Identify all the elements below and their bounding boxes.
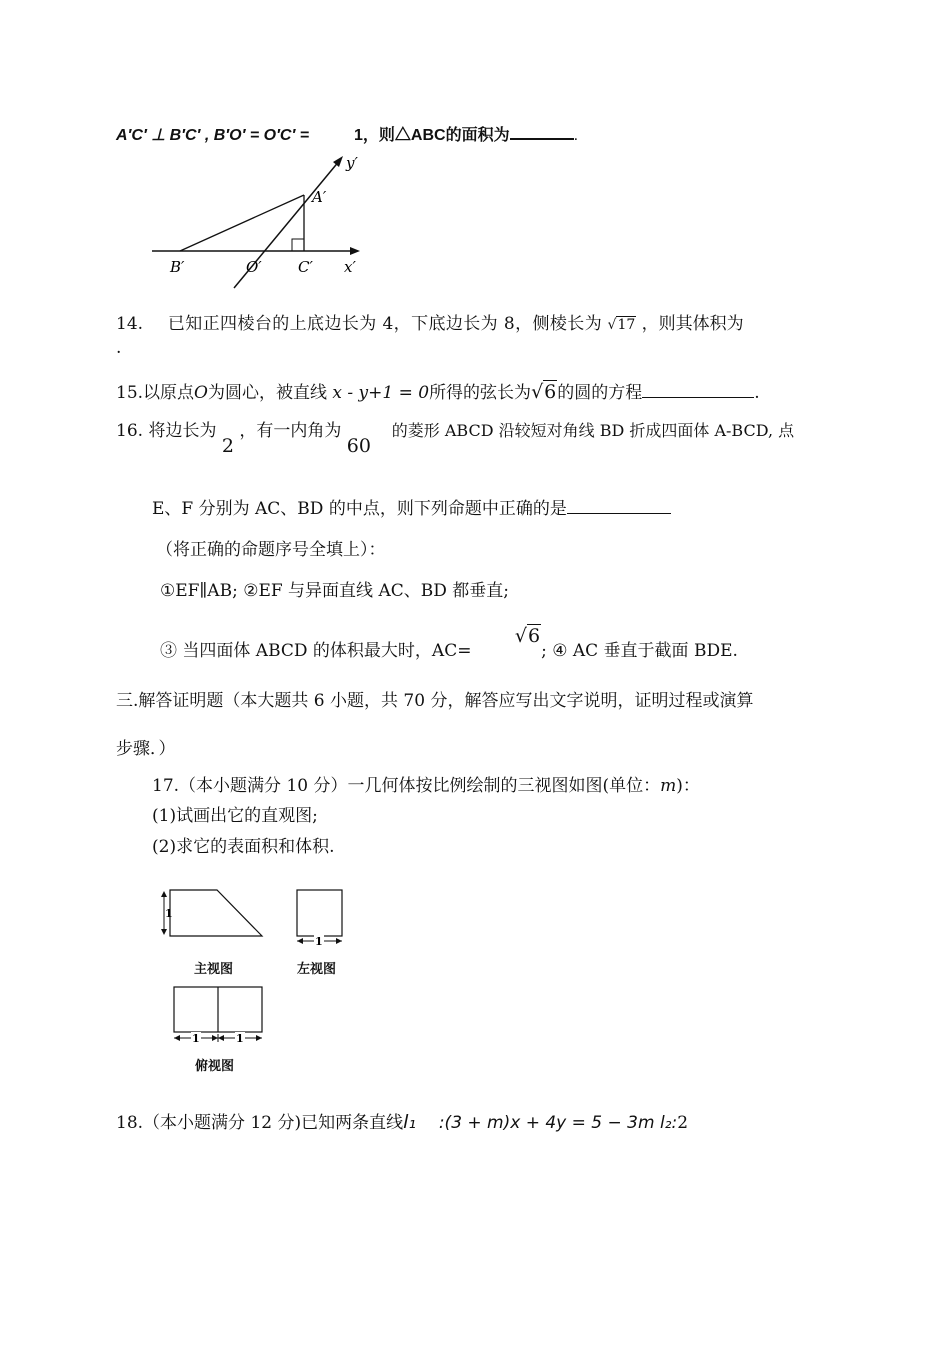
front-dim-label: 1 (165, 907, 173, 920)
section3-line2: 步骤．） (116, 739, 176, 759)
side-view-caption: 左视图 (297, 962, 337, 977)
top-view-figure (170, 984, 270, 1048)
q14-text-end: ，则其体积为 (641, 314, 744, 334)
q14-number: 14. (116, 314, 144, 334)
q13-value: 1，则△ABC的面积为 (354, 127, 510, 144)
q16-number: 16. (116, 421, 144, 441)
q16-option3: ③ 当四面体 ABCD 的体积最大时，AC= (160, 641, 472, 661)
q16-text3: 的菱形 ABCD 沿较短对角线 BD 折成四面体 A-BCD, 点 (391, 421, 795, 440)
b-prime-label: B′ (170, 258, 185, 276)
q16-side-length: 2 (221, 435, 234, 457)
top-dim-label-right: 1 (236, 1032, 244, 1045)
q16-line2 (152, 494, 671, 519)
q13-line (116, 122, 578, 145)
q14-line (116, 309, 744, 334)
q13-end: . (573, 127, 579, 144)
q14-sqrt: √17 (607, 317, 636, 333)
segment-b-a (180, 195, 304, 251)
q18-line (116, 1108, 688, 1133)
top-dim-label-left: 1 (192, 1032, 200, 1045)
q15-text4: 的圆的方程 (557, 383, 643, 403)
side-dim-arrow-right (336, 938, 342, 944)
side-dim-label: 1 (315, 935, 323, 948)
q16-options-3-4 (160, 625, 738, 661)
q18-l2: l₂: (659, 1113, 678, 1133)
top-dim-arrow-3 (218, 1035, 224, 1041)
section3-line1: 三.解答证明题（本大题共 6 小题，共 70 分，解答应写出文字说明，证明过程或演算 (116, 691, 754, 711)
y-prime-label: y′ (346, 154, 358, 172)
q16-line1 (116, 416, 795, 457)
q17-part1: (1)试画出它的直观图; (152, 806, 318, 826)
q13-condition: A′C′ ⊥ B′C′ , B′O′ = O′C′ = (116, 127, 310, 144)
q15-line (116, 378, 760, 403)
a-prime-label: A′ (312, 188, 327, 206)
q15-answer-blank[interactable] (642, 381, 754, 398)
q17-unit: m (660, 776, 677, 796)
q17-line1 (152, 771, 700, 796)
q16-text1: 将边长为 (148, 421, 217, 441)
q15-sqrt: √6 (531, 381, 557, 403)
q15-text3: 所得的弦长为 (429, 383, 532, 403)
x-prime-label: x′ (344, 258, 356, 276)
top-dim-arrow-4 (256, 1035, 262, 1041)
q15-radicand: 6 (544, 381, 557, 403)
q16-radicand: 6 (527, 625, 541, 647)
top-dim-arrow-2 (212, 1035, 218, 1041)
q15-text1: 15.以原点 (116, 383, 195, 403)
q16-text2: ，有一内角为 (239, 421, 342, 441)
q18-l1: l₁ (403, 1111, 417, 1133)
side-dim-arrow-left (297, 938, 303, 944)
q16-sqrt: √6 (514, 625, 541, 647)
c-prime-label: C′ (298, 258, 313, 276)
q13-answer-blank[interactable] (510, 122, 574, 140)
q14-text: 已知正四棱台的上底边长为 4，下底边长为 8，侧棱长为 (167, 314, 603, 334)
q15-line-equation: x - y+1 = 0 (332, 383, 430, 403)
q15-end: . (754, 383, 760, 403)
q16-answer-blank[interactable] (567, 497, 671, 514)
q16-option4: ; ④ AC 垂直于截面 BDE. (541, 641, 738, 661)
q18-equation: :(3 + m)x + 4y = 5 − 3m (438, 1113, 655, 1133)
o-prime-label: O′ (246, 258, 262, 276)
x-axis-arrow (350, 247, 360, 255)
y-axis-arrow (333, 156, 343, 167)
q18-text: 18.（本小题满分 12 分)已知两条直线 (116, 1113, 404, 1133)
front-dim-arrow-top (161, 891, 167, 897)
q16-options-1-2: ①EF∥AB; ②EF 与异面直线 AC、BD 都垂直; (160, 581, 509, 601)
top-view-caption: 俯视图 (195, 1059, 235, 1074)
q17-part2: (2)求它的表面积和体积. (152, 837, 335, 857)
q13-figure (148, 148, 388, 298)
q17-text-end: )： (676, 776, 700, 796)
right-angle-mark (292, 239, 304, 251)
q16-text-line2: E、F 分别为 AC、BD 的中点，则下列命题中正确的是 (152, 499, 567, 519)
q16-angle: 60 (346, 435, 371, 457)
side-view-shape (297, 890, 342, 936)
top-dim-arrow-1 (174, 1035, 180, 1041)
q15-origin: O (194, 383, 208, 403)
front-view-shape (170, 890, 262, 936)
front-view-caption: 主视图 (194, 962, 234, 977)
front-dim-arrow-bottom (161, 929, 167, 935)
q14-tail: . (116, 338, 122, 358)
q16-line3: （将正确的命题序号全填上）： (156, 540, 386, 560)
q14-radicand: 17 (617, 317, 636, 333)
q15-text2: 为圆心，被直线 (207, 383, 327, 403)
q17-text: 17.（本小题满分 10 分）一几何体按比例绘制的三视图如图(单位： (152, 776, 661, 796)
q18-tail: 2 (677, 1113, 689, 1133)
